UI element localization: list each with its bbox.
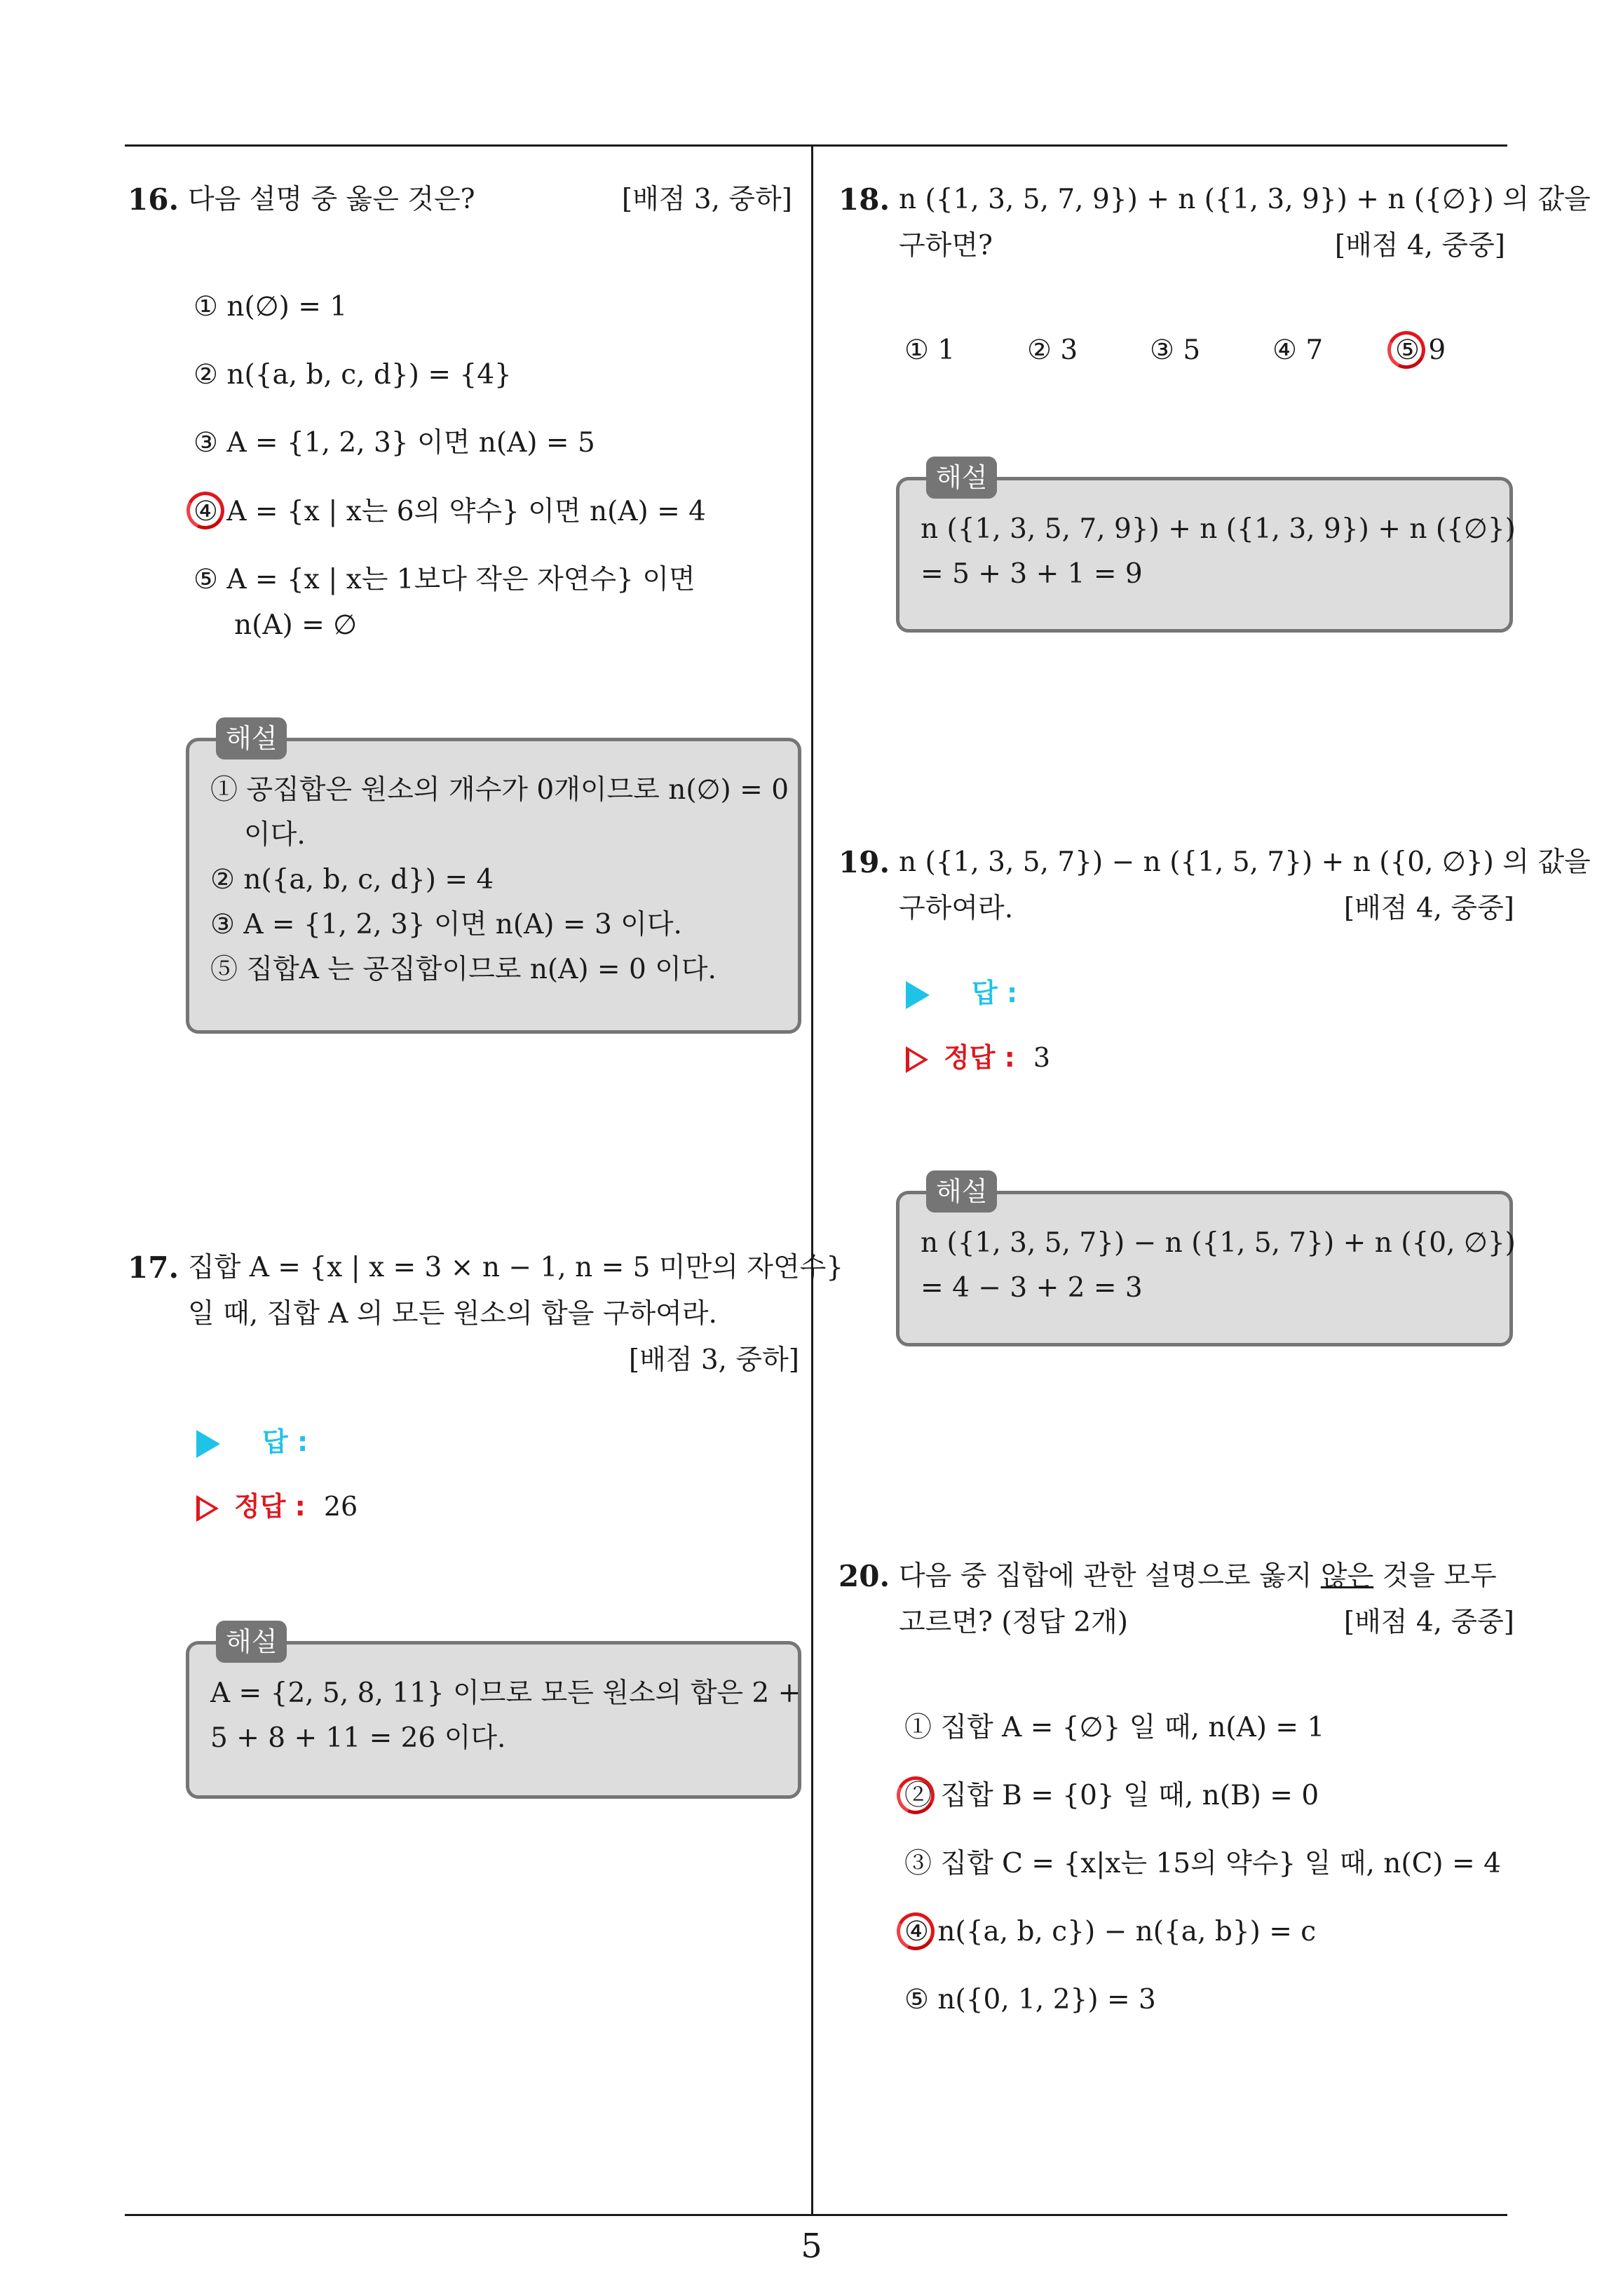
solution-line: ⑤ 집합A 는 공집합이므로 n(A) = 0 이다. [210,954,717,985]
question-text: 구하여라. [899,893,1014,924]
solution-label: 해설 [926,1170,997,1213]
correct-answer-row [906,1036,1050,1074]
option-2: ② 3 [1027,335,1078,366]
solution-line: ③ A = {1, 2, 3} 이면 n(A) = 3 이다. [210,909,682,940]
question-number: 20. [838,1559,890,1593]
option-3: ③ A = {1, 2, 3} 이면 n(A) = 5 [193,427,595,459]
solution-line: 5 + 8 + 11 = 26 이다. [210,1722,506,1754]
option-5-continued: n(A) = ∅ [234,609,358,641]
option-4: ④ 7 [1272,335,1324,366]
answer-label: 답 : [262,1426,308,1457]
question-text: n ({1, 3, 5, 7}) − n ({1, 5, 7}) + n ({0, ∅}) 의 값을 [899,846,1591,878]
solution-line: = 5 + 3 + 1 = 9 [921,558,1143,590]
solution-box [896,462,1516,633]
option-4: ④ n({a, b, c}) − n({a, b}) = c [904,1916,1317,1947]
solution-line: n ({1, 3, 5, 7, 9}) + n ({1, 3, 9}) + n ({∅}) [921,513,1516,545]
question-number: 16. [128,182,179,217]
score: [배점 4, 중중] [1334,230,1505,262]
solution-box [896,1176,1516,1346]
correct-label: 정답 : [234,1491,306,1522]
question-text: 일 때, 집합 A 의 모든 원소의 합을 구하여라. [188,1298,717,1330]
option-1: ① n(∅) = 1 [193,291,348,323]
question-17 [128,1245,844,1384]
question-text: 고르면? (정답 2개) [899,1607,1128,1638]
question-18 [838,177,1591,269]
solution-line: = 4 − 3 + 2 = 3 [921,1272,1143,1304]
solution-box [186,723,801,1034]
option-3: ③ 5 [1150,335,1201,366]
correct-label: 정답 : [944,1042,1015,1073]
question-number: 17. [128,1250,179,1285]
answer-triangle-icon [906,981,930,1009]
option-2: ② 집합 B = {0} 일 때, n(B) = 0 [904,1780,1319,1811]
option-4: ④ A = {x | x는 6의 약수} 이면 n(A) = 4 [193,496,706,527]
solution-label: 해설 [926,457,997,499]
option-1: ① 집합 A = {∅} 일 때, n(A) = 1 [904,1712,1325,1743]
option-3: ③ 집합 C = {x|x는 15의 약수} 일 때, n(C) = 4 [904,1848,1501,1879]
outline-triangle-icon [196,1495,219,1522]
answer-row [906,971,1017,1010]
score: [배점 3, 중하] [628,1344,799,1376]
question-text: 다음 중 집합에 관한 설명으로 옳지 [899,1560,1321,1592]
bottom-rule [125,2214,1507,2216]
answer-triangle-icon [196,1430,220,1458]
question-text: 집합 A = {x | x = 3 × n − 1, n = 5 미만의 자연수} [188,1252,844,1283]
solution-line: n ({1, 3, 5, 7}) − n ({1, 5, 7}) + n ({0, ∅}) [921,1227,1516,1259]
solution-line: A = {2, 5, 8, 11} 이므로 모든 원소의 합은 2 + [210,1677,801,1709]
solution-box [186,1626,801,1799]
question-16 [128,177,792,223]
option-2: ② n({a, b, c, d}) = {4} [193,359,512,391]
underlined-word: 않은 [1320,1560,1374,1592]
score: [배점 4, 중중] [1343,1607,1514,1638]
question-text: 구하면? [899,230,993,262]
page-number: 5 [801,2227,822,2266]
question-number: 18. [838,182,890,217]
solution-line: ① 공집합은 원소의 개수가 0개이므로 n(∅) = 0 [210,774,789,806]
top-rule [125,144,1507,147]
score: [배점 3, 중하] [621,184,792,215]
column-divider [811,146,813,2215]
option-5: ⑤ 9 [1395,335,1446,366]
option-5: ⑤ n({0, 1, 2}) = 3 [904,1984,1156,2015]
correct-value: 26 [323,1491,358,1522]
question-19 [838,839,1591,932]
score: [배점 4, 중중] [1343,893,1514,924]
option-1: ① 1 [904,335,956,366]
answer-label: 답 : [972,978,1018,1008]
question-number: 19. [838,845,890,879]
option-5: ⑤ A = {x | x는 1보다 작은 자연수} 이면 [193,564,695,595]
correct-answer-row [196,1485,358,1523]
question-text: 것을 모두 [1373,1560,1497,1592]
solution-label: 해설 [216,1621,287,1663]
question-text: n ({1, 3, 5, 7, 9}) + n ({1, 3, 9}) + n ({∅}) 의 값을 [899,184,1591,215]
question-20 [838,1553,1514,1646]
correct-value: 3 [1033,1042,1051,1073]
question-text: 다음 설명 중 옳은 것은? [188,184,475,215]
solution-label: 해설 [216,717,287,759]
solution-line: 이다. [244,819,306,851]
solution-line: ② n({a, b, c, d}) = 4 [210,864,494,896]
answer-row [196,1420,308,1459]
outline-triangle-icon [906,1046,928,1073]
